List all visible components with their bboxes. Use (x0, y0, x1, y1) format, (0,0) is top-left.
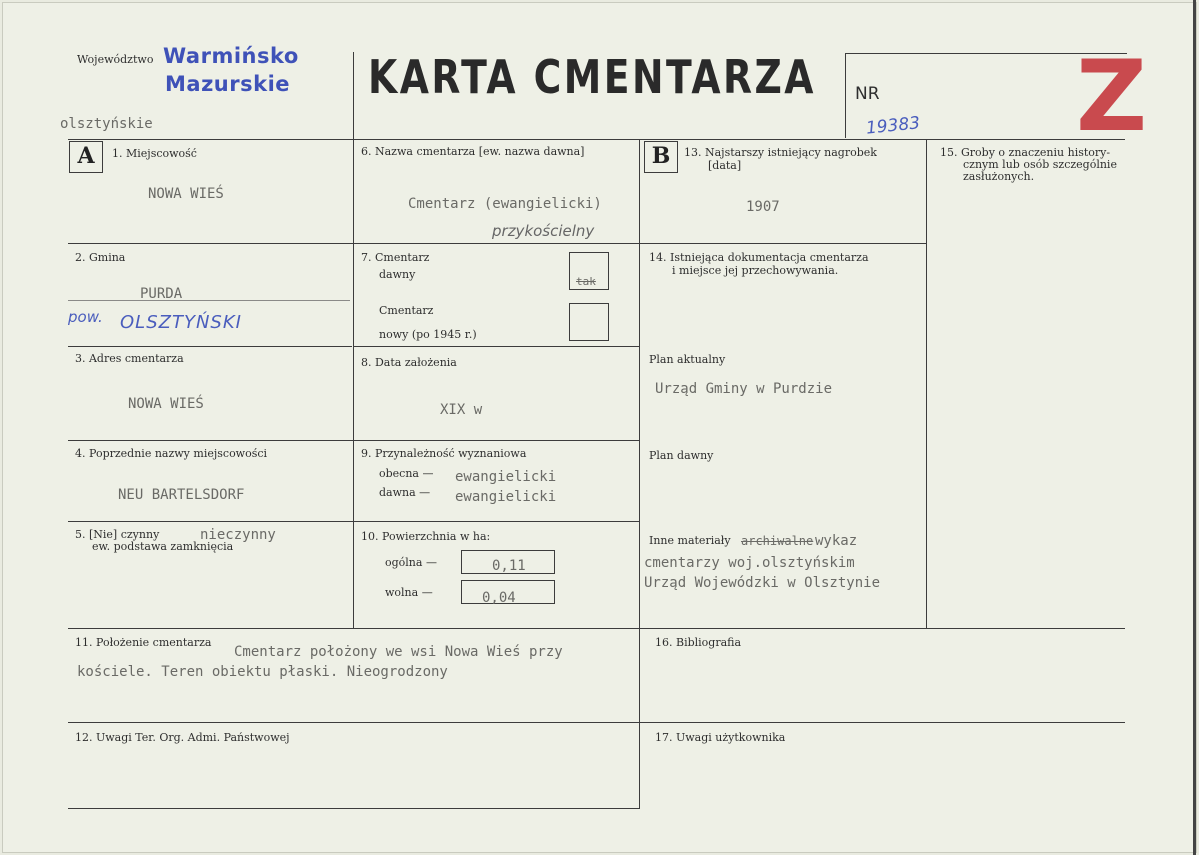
field-10-wolna-label: wolna — (385, 586, 433, 599)
nr-label: NR (855, 84, 880, 104)
field-6-value: Cmentarz (ewangielicki) (408, 196, 602, 212)
field-16-label: 16. Bibliografia (655, 636, 742, 649)
cemetery-old-checkbox[interactable] (569, 252, 609, 290)
field-9-dawna-value: ewangielicki (455, 489, 557, 505)
field-11-label: 11. Położenie cmentarza (75, 636, 212, 649)
wojewodztwo-label: Województwo (77, 53, 154, 66)
field-13-label-line2: [data] (708, 159, 742, 172)
field-15-label-line2: cznym lub osób szczególnie (963, 158, 1117, 171)
field-3-value: NOWA WIEŚ (128, 396, 204, 412)
old-voivodeship: olsztyńskie (60, 116, 153, 132)
plan-current-label: Plan aktualny (649, 353, 726, 366)
field-15-label-line1: 15. Groby o znaczeniu history- (940, 146, 1111, 159)
other-materials-struck: archiwalne (741, 534, 814, 548)
field-12-label: 12. Uwagi Ter. Org. Admi. Państwowej (75, 731, 290, 744)
plan-current-value: Urząd Gminy w Purdzie (655, 381, 833, 397)
field-9-obecna-value: ewangielicki (455, 469, 557, 485)
field-4-label: 4. Poprzednie nazwy miejscowości (75, 447, 268, 460)
field-1-value: NOWA WIEŚ (148, 186, 224, 202)
scan-right-edge (1193, 0, 1196, 855)
row-line-5 (68, 628, 1125, 629)
column-divider-bottom (639, 722, 640, 808)
voivodeship-stamp-line2: Mazurskie (165, 72, 291, 96)
field-11-line1: Cmentarz położony we wsi Nowa Wieś przy (234, 644, 563, 660)
powiat-prefix: pow. (68, 308, 103, 326)
field-9-dawna-label: dawna — (379, 486, 431, 499)
other-materials-label: Inne materiały (649, 534, 731, 547)
powiat-value: OLSZTYŃSKI (120, 312, 242, 333)
nr-value: 19383 (865, 113, 921, 139)
field-7-label-line4: nowy (po 1945 r.) (379, 328, 477, 341)
header-bottom-line (68, 139, 1125, 140)
field-13-value: 1907 (746, 199, 780, 215)
voivodeship-stamp-line1: Warmińsko (163, 44, 299, 68)
field-9-label: 9. Przynależność wyznaniowa (361, 447, 527, 460)
other-materials-value1: wykaz (815, 533, 858, 549)
column-divider-2 (639, 139, 640, 722)
field-5-label-line2: ew. podstawa zamknięcia (92, 540, 234, 553)
row-line-3 (68, 440, 640, 441)
field-8-label: 8. Data założenia (361, 356, 457, 369)
plan-old-label: Plan dawny (649, 449, 714, 462)
field-17-label: 17. Uwagi użytkownika (655, 731, 786, 744)
field-10-ogolna-label: ogólna — (385, 556, 437, 569)
section-a-letter: A (69, 141, 103, 173)
field-2-value: PURDA (140, 286, 183, 302)
area-free-value: 0,04 (482, 590, 516, 606)
field-13-label-line1: 13. Najstarszy istniejący nagrobek (684, 146, 877, 159)
cemetery-new-checkbox[interactable] (569, 303, 609, 341)
area-total-field[interactable] (461, 550, 555, 574)
row-line-4 (68, 521, 640, 522)
nr-box-left (845, 53, 846, 138)
field-11-line2: kościele. Teren obiektu płaski. Nieogrodzony (77, 664, 448, 680)
other-materials-value2: cmentarzy woj.olsztyńskim (644, 555, 855, 571)
row-line-2-col1 (68, 346, 352, 347)
field-2-label: 2. Gmina (75, 251, 126, 264)
field-5-label-line1: 5. [Nie] czynny (75, 528, 160, 541)
field-9-obecna-label: obecna — (379, 467, 434, 480)
section-b-letter: B (644, 141, 678, 173)
field-14-label-line2: i miejsce jej przechowywania. (672, 264, 839, 277)
field-1-label: 1. Miejscowość (112, 147, 197, 160)
row-line-2-col2 (353, 346, 640, 347)
field-7-label-line3: Cmentarz (379, 304, 434, 317)
field-15-label-line3: zasłużonych. (963, 170, 1035, 183)
row-line-7 (68, 808, 640, 809)
row-line-6 (68, 722, 1125, 723)
area-free-field[interactable] (461, 580, 555, 604)
other-materials-value3: Urząd Wojewódzki w Olsztynie (644, 575, 881, 591)
field-7-label-line2: dawny (379, 268, 416, 281)
field-7-label-line1: 7. Cmentarz (361, 251, 430, 264)
field-5-value: nieczynny (200, 527, 276, 543)
column-divider-3 (926, 139, 927, 628)
row-line-1 (68, 243, 926, 244)
gmina-underline (68, 300, 350, 301)
cemetery-record-card (2, 2, 1197, 853)
field-10-label: 10. Powierzchnia w ha: (361, 530, 491, 543)
field-4-value: NEU BARTELSDORF (118, 487, 245, 503)
area-total-value: 0,11 (492, 558, 526, 574)
cemetery-old-check-value: tak (576, 275, 596, 288)
card-title: KARTA CMENTARZA (368, 50, 816, 104)
field-3-label: 3. Adres cmentarza (75, 352, 184, 365)
field-14-label-line1: 14. Istniejąca dokumentacja cmentarza (649, 251, 869, 264)
category-mark: Z (1076, 40, 1148, 154)
field-6-label: 6. Nazwa cmentarza [ew. nazwa dawna] (361, 145, 585, 158)
field-6-note: przykościelny (492, 222, 595, 240)
field-8-value: XIX w (440, 402, 483, 418)
